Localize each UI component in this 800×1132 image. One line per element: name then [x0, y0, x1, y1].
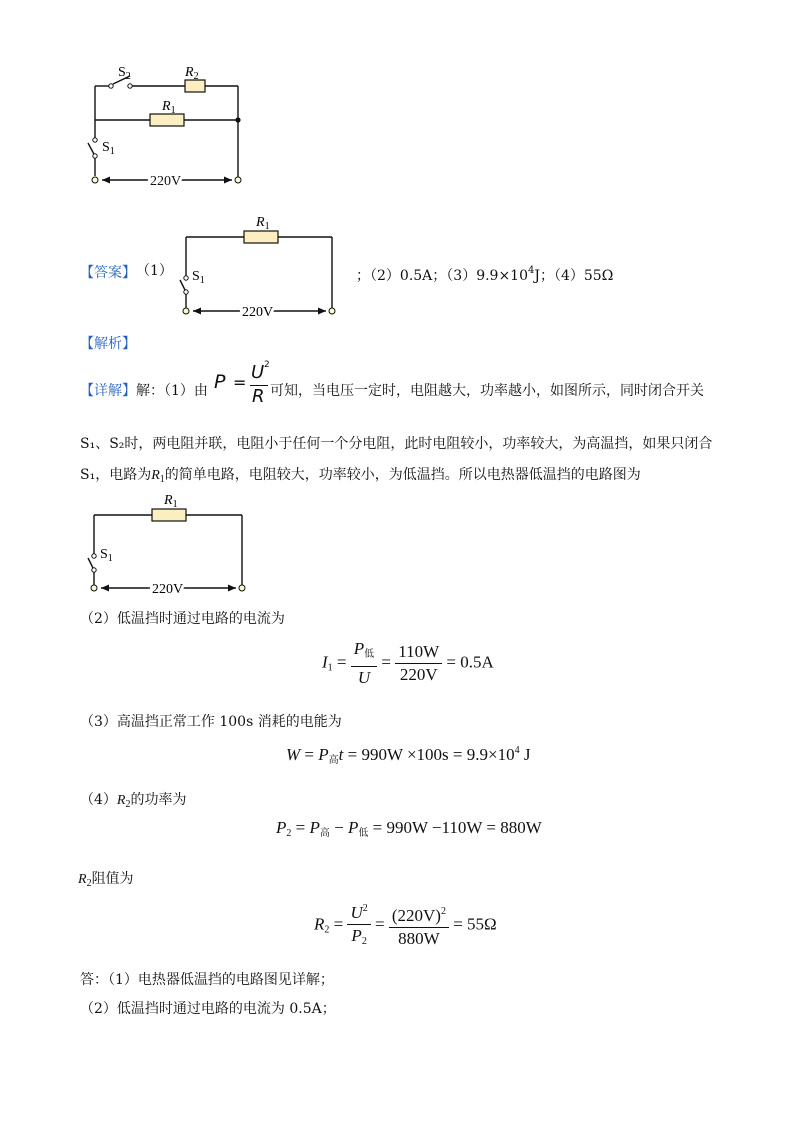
label-r1: $R_1$: [164, 493, 178, 510]
label-voltage: 220V: [242, 305, 274, 320]
analysis-tag: 【解析】: [80, 336, 136, 352]
label-r1: $R_1$: [256, 215, 270, 232]
part4-heading: $(4)R_2$的功率为: [80, 792, 187, 810]
label-s2: $S_2$: [118, 65, 131, 82]
answer-rest: ；（2）0.5A；$(3)9.9\times 10^4J$；（4）55Ω: [356, 265, 614, 284]
detail-line3: S₁，电路为$R_1$的简单电路，电阻较大，功率较小，为低温挡。所以电热器低温挡的电路图为: [80, 467, 641, 485]
label-s1: $S_1$: [192, 269, 205, 286]
part5-equation: R2 = $\frac{U^2}{P2}$ = $\frac{(220V)^2}{880W}$ = 55Ω: [314, 898, 497, 953]
label-voltage: 220V: [150, 174, 182, 189]
detail-line1-rest: 可知，当电压一定时，电阻越大，功率越小，如图所示，同时闭合开关: [270, 383, 704, 399]
part2-equation: I1 = $\frac{\text{P低}}{U}$ = $\frac{110W}{220V}$ = 0.5A: [322, 639, 494, 687]
answer-circuit-diagram: [176, 212, 348, 320]
part5-heading: $R_2$阻值为: [78, 871, 134, 889]
resistor-r1: [244, 231, 278, 243]
label-s1: $S_1$: [102, 140, 115, 157]
detail-line2: S₁、S₂时，两电阻并联，电阻小于任何一个分电阻，此时电阻较小，功率较大，为高温挡，如果只闭合: [80, 436, 713, 452]
resistor-r1: [150, 114, 184, 126]
conclusion-line1: 答：（1）电热器低温挡的电路图见详解；: [80, 972, 334, 988]
part3-equation: W = P高$t = 990W \times 100s = 9.9\times 10^4$ J: [286, 745, 531, 766]
label-r1: $R_1$: [162, 99, 176, 116]
low-temp-circuit-diagram: [84, 490, 256, 598]
part3-heading: （3）高温挡正常工作 100s 消耗的电能为: [80, 714, 342, 730]
part4-equation: P2 = P高 − P低 = 990W −110W = 880W: [276, 818, 542, 839]
detail-lead: 【详解】解：（1）由: [80, 383, 208, 399]
circuit-diagram-parallel: [80, 58, 260, 190]
formula-power: P = U 2 R: [214, 360, 270, 407]
label-voltage: 220V: [152, 582, 184, 597]
label-s1: $S_1$: [100, 547, 113, 564]
label-r2: $R_2$: [185, 65, 199, 82]
part2-heading: （2）低温挡时通过电路的电流为: [80, 611, 285, 627]
answer-tag: 【答案】: [80, 265, 136, 281]
conclusion-line2: （2）低温挡时通过电路的电流为 0.5A；: [80, 1001, 336, 1017]
answer-part1: （1）: [136, 263, 173, 279]
resistor-r1: [152, 509, 186, 521]
